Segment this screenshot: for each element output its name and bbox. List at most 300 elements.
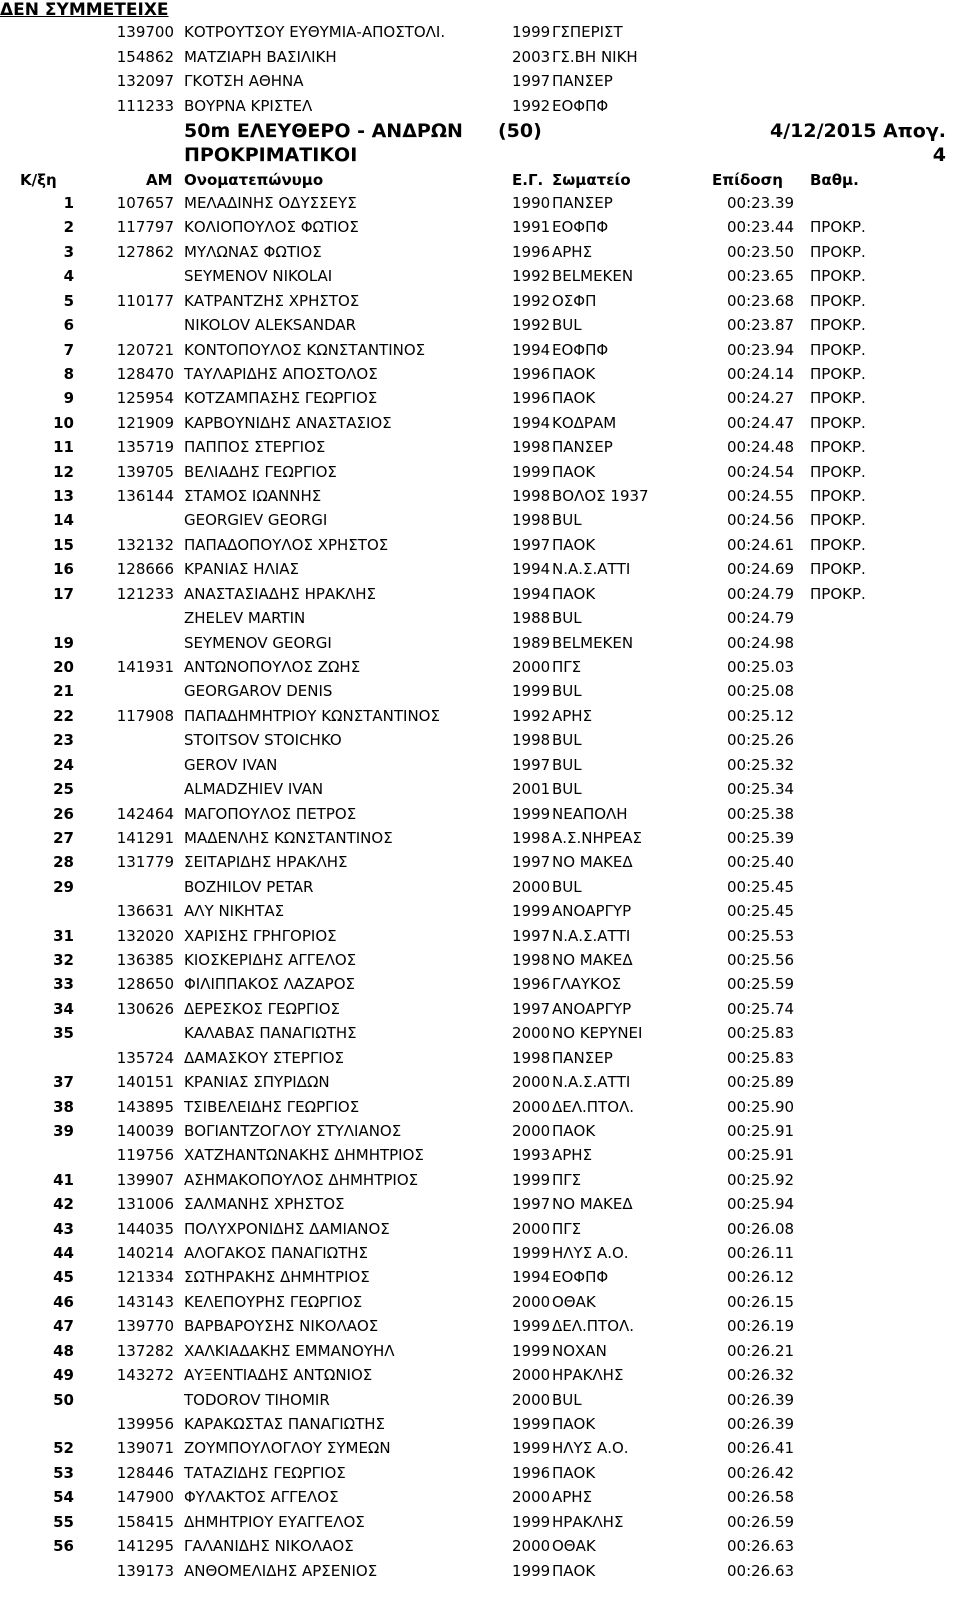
club: ΚΟΔΡΑΜ [552, 413, 617, 432]
col-name: Ονοματεπώνυμο [184, 171, 324, 189]
club: BUL [552, 609, 582, 628]
col-year: Ε.Γ. [512, 171, 544, 189]
am-number: 139700 [116, 23, 174, 41]
am-number: 128650 [116, 975, 174, 994]
athlete-name: ΚΟΝΤΟΠΟΥΛΟΣ ΚΩΝΣΤΑΝΤΙΝΟΣ [184, 340, 426, 359]
birth-year: 1999 [512, 804, 551, 823]
table-row [0, 1021, 960, 1045]
club: ΝΟ ΜΑΚΕΔ [552, 951, 633, 970]
time: 00:26.08 [727, 1219, 795, 1238]
am-number: 111233 [116, 96, 174, 115]
table-row [0, 1168, 960, 1192]
rank: 23 [53, 731, 74, 750]
time: 00:26.11 [727, 1244, 795, 1263]
table-row [0, 191, 960, 215]
time: 00:24.56 [727, 511, 795, 530]
club: BUL [552, 682, 582, 701]
table-row [0, 435, 960, 459]
birth-year: 2000 [512, 1488, 551, 1507]
col-rank: Κ/ξη [20, 171, 57, 189]
previous-row [0, 69, 960, 93]
club: ΔΕΛ.ΠΤΟΛ. [552, 1097, 635, 1116]
club: ΕΟΦΠΦ [552, 218, 609, 237]
club: ΝΟΧΑΝ [552, 1341, 607, 1360]
time: 00:24.54 [727, 462, 795, 481]
club: ΒΟΛΟΣ 1937 [552, 487, 649, 506]
time: 00:25.91 [727, 1146, 795, 1165]
table-row [0, 753, 960, 777]
rank: 5 [63, 291, 74, 310]
athlete-name: ΒΕΛΙΑΔΗΣ ΓΕΩΡΓΙΟΣ [184, 462, 337, 481]
club: ΓΛΑΥΚΟΣ [552, 975, 622, 994]
table-row [0, 728, 960, 752]
qualification: ΠΡΟΚΡ. [810, 413, 866, 432]
club: ΕΟΦΠΦ [552, 1268, 609, 1287]
athlete-name: ΠΟΛΥΧΡΟΝΙΔΗΣ ΔΑΜΙΑΝΟΣ [184, 1219, 390, 1238]
rank: 24 [53, 755, 74, 774]
rank: 13 [53, 487, 74, 506]
birth-year: 2000 [512, 877, 551, 896]
club: ΕΟΦΠΦ [552, 340, 609, 359]
club: ΗΡΑΚΛΗΣ [552, 1366, 624, 1385]
athlete-name: GEORGIEV GEORGI [184, 511, 328, 530]
qualification: ΠΡΟΚΡ. [810, 291, 866, 310]
time: 00:24.55 [727, 487, 795, 506]
athlete-name: ΚΟΤΡΟΥΤΣΟΥ ΕΥΘΥΜΙΑ-ΑΠΟΣΤΟΛΙ. [184, 23, 446, 41]
table-row [0, 875, 960, 899]
am-number: 140151 [116, 1073, 174, 1092]
club: ΗΛΥΣ Α.Ο. [552, 1439, 629, 1458]
athlete-name: SEYMENOV NIKOLAI [184, 267, 333, 286]
birth-year: 1994 [512, 413, 551, 432]
birth-year: 1999 [512, 462, 551, 481]
time: 00:24.79 [727, 609, 795, 628]
table-row [0, 1559, 960, 1583]
rank: 19 [53, 633, 74, 652]
time: 00:25.45 [727, 877, 795, 896]
table-row [0, 1095, 960, 1119]
athlete-name: ΧΑΛΚΙΑΔΑΚΗΣ ΕΜΜΑΝΟΥΗΛ [184, 1341, 395, 1360]
rank: 27 [53, 828, 74, 847]
athlete-name: ΓΚΟΤΣΗ ΑΘΗΝΑ [184, 72, 304, 90]
rank: 39 [53, 1121, 74, 1140]
table-row [0, 679, 960, 703]
time: 00:26.19 [727, 1317, 795, 1336]
time: 00:25.91 [727, 1121, 795, 1140]
athlete-name: ΔΗΜΗΤΡΙΟΥ ΕΥΑΓΓΕΛΟΣ [184, 1512, 365, 1531]
birth-year: 2000 [512, 1292, 551, 1311]
table-row [0, 1265, 960, 1289]
rank: 28 [53, 853, 74, 872]
qualification: ΠΡΟΚΡ. [810, 218, 866, 237]
time: 00:24.98 [727, 633, 795, 652]
club: ΟΘΑΚ [552, 1537, 596, 1556]
table-row [0, 972, 960, 996]
qualification: ΠΡΟΚΡ. [810, 560, 866, 579]
rank: 33 [53, 975, 74, 994]
rank: 48 [53, 1341, 74, 1360]
club: ΠΑΝΣΕΡ [552, 438, 613, 457]
qualification: ΠΡΟΚΡ. [810, 242, 866, 261]
am-number: 139956 [116, 1415, 174, 1433]
table-row [0, 1143, 960, 1167]
am-number: 158415 [116, 1512, 174, 1531]
athlete-name: ΚΙΟΣΚΕΡΙΔΗΣ ΑΓΓΕΛΟΣ [184, 951, 357, 970]
club: ΠΓΣ [552, 1170, 582, 1189]
rank: 25 [53, 780, 74, 799]
table-row [0, 533, 960, 557]
athlete-name: ΚΟΤΖΑΜΠΑΣΗΣ ΓΕΩΡΓΙΟΣ [184, 389, 378, 408]
am-number: 121909 [116, 413, 174, 432]
rank: 34 [53, 999, 74, 1018]
club: ΝΕΑΠΟΛΗ [552, 804, 628, 823]
qualification: ΠΡΟΚΡ. [810, 535, 866, 554]
rank: 26 [53, 804, 74, 823]
table-row [0, 655, 960, 679]
club: BUL [552, 877, 582, 896]
col-am: ΑΜ [146, 171, 173, 189]
athlete-name: ΒΟΓΙΑΝΤΖΟΓΛΟΥ ΣΤΥΛΙΑΝΟΣ [184, 1121, 402, 1140]
table-row [0, 240, 960, 264]
table-row [0, 484, 960, 508]
table-row [0, 850, 960, 874]
birth-year: 1992 [512, 96, 551, 115]
birth-year: 1997 [512, 853, 551, 872]
am-number: 128666 [116, 560, 174, 579]
time: 00:26.59 [727, 1512, 795, 1531]
rank: 45 [53, 1268, 74, 1287]
table-row [0, 924, 960, 948]
table-row [0, 557, 960, 581]
time: 00:26.32 [727, 1366, 795, 1385]
birth-year: 1997 [512, 535, 551, 554]
athlete-name: ΜΑΤΖΙΑΡΗ ΒΑΣΙΛΙΚΗ [184, 47, 337, 66]
rank: 9 [63, 389, 74, 408]
birth-year: 1998 [512, 438, 551, 457]
am-number: 140039 [116, 1121, 174, 1140]
club: ΠΑΝΣΕΡ [552, 194, 613, 212]
athlete-name: ΚΑΡΒΟΥΝΙΔΗΣ ΑΝΑΣΤΑΣΙΟΣ [184, 413, 392, 432]
time: 00:23.87 [727, 316, 795, 335]
time: 00:23.44 [727, 218, 795, 237]
club: ΗΛΥΣ Α.Ο. [552, 1244, 629, 1263]
club: ΠΑΟΚ [552, 1121, 596, 1140]
table-row [0, 508, 960, 532]
am-number: 141291 [116, 828, 174, 847]
birth-year: 2000 [512, 1219, 551, 1238]
time: 00:25.38 [727, 804, 795, 823]
time: 00:25.12 [727, 706, 795, 725]
birth-year: 2000 [512, 1121, 551, 1140]
section-title: ΔΕΝ ΣΥΜΜΕΤΕΙΧΕ [0, 0, 169, 20]
time: 00:24.27 [727, 389, 795, 408]
rank: 11 [53, 438, 74, 457]
athlete-name: ΖΟΥΜΠΟΥΛΟΓΛΟΥ ΣΥΜΕΩΝ [184, 1439, 391, 1458]
athlete-name: ΤΑΥΛΑΡΙΔΗΣ ΑΠΟΣΤΟΛΟΣ [184, 364, 378, 383]
am-number: 127862 [116, 242, 174, 261]
athlete-name: ΜΥΛΩΝΑΣ ΦΩΤΙΟΣ [184, 242, 322, 261]
birth-year: 1999 [512, 1341, 551, 1360]
rank: 50 [53, 1390, 74, 1409]
time: 00:26.12 [727, 1268, 795, 1287]
rank: 14 [53, 511, 74, 530]
athlete-name: NIKOLOV ALEKSANDAR [184, 316, 357, 335]
birth-year: 1994 [512, 584, 551, 603]
birth-year: 2003 [512, 47, 551, 66]
am-number: 143895 [116, 1097, 174, 1116]
table-row [0, 386, 960, 410]
rank: 15 [53, 535, 74, 554]
time: 00:26.58 [727, 1488, 795, 1507]
rank: 22 [53, 706, 74, 725]
previous-row [0, 45, 960, 69]
birth-year: 2000 [512, 1073, 551, 1092]
am-number: 136385 [116, 951, 174, 970]
rank: 2 [63, 218, 74, 237]
time: 00:26.21 [727, 1341, 795, 1360]
birth-year: 1998 [512, 511, 551, 530]
club: ΕΟΦΠΦ [552, 96, 609, 115]
qualification: ΠΡΟΚΡ. [810, 438, 866, 457]
am-number: 131779 [116, 853, 174, 872]
rank: 38 [53, 1097, 74, 1116]
athlete-name: ΜΑΔΕΝΛΗΣ ΚΩΝΣΤΑΝΤΙΝΟΣ [184, 828, 393, 847]
time: 00:25.53 [727, 926, 795, 945]
time: 00:25.03 [727, 657, 795, 676]
athlete-name: ΦΥΛΑΚΤΟΣ ΑΓΓΕΛΟΣ [184, 1488, 339, 1507]
time: 00:23.68 [727, 291, 795, 310]
club: ΑΡΗΣ [552, 706, 593, 725]
time: 00:25.83 [727, 1048, 795, 1067]
athlete-name: ΠΑΠΑΔΟΠΟΥΛΟΣ ΧΡΗΣΤΟΣ [184, 535, 389, 554]
rank: 46 [53, 1292, 74, 1311]
previous-row [0, 20, 960, 44]
table-row [0, 1510, 960, 1534]
time: 00:25.40 [727, 853, 795, 872]
club: ΠΑΝΣΕΡ [552, 1048, 613, 1067]
athlete-name: TODOROV TIHOMIR [184, 1390, 330, 1409]
event-number: 4 [932, 144, 946, 166]
rank: 35 [53, 1024, 74, 1043]
birth-year: 1996 [512, 242, 551, 261]
club: BELMEKEN [552, 633, 634, 652]
athlete-name: ΑΝΤΩΝΟΠΟΥΛΟΣ ΖΩΗΣ [184, 657, 361, 676]
club: ΠΓΣ [552, 657, 582, 676]
club: BUL [552, 1390, 582, 1409]
athlete-name: ΜΑΓΟΠΟΥΛΟΣ ΠΕΤΡΟΣ [184, 804, 357, 823]
birth-year: 2000 [512, 657, 551, 676]
qualification: ΠΡΟΚΡ. [810, 389, 866, 408]
rank: 10 [53, 413, 74, 432]
time: 00:24.48 [727, 438, 795, 457]
table-row [0, 1436, 960, 1460]
athlete-name: ΑΝΘΟΜΕΛΙΔΗΣ ΑΡΣΕΝΙΟΣ [184, 1561, 378, 1580]
table-row [0, 1192, 960, 1216]
athlete-name: ΚΡΑΝΙΑΣ ΗΛΙΑΣ [184, 560, 299, 579]
am-number: 139907 [116, 1170, 174, 1189]
athlete-name: ΜΕΛΑΔΙΝΗΣ ΟΔΥΣΣΕΥΣ [184, 194, 357, 212]
time: 00:25.90 [727, 1097, 795, 1116]
rank: 44 [53, 1244, 74, 1263]
rank: 32 [53, 951, 74, 970]
club: BUL [552, 511, 582, 530]
birth-year: 1997 [512, 1195, 551, 1214]
rank: 56 [53, 1537, 74, 1556]
time: 00:23.65 [727, 267, 795, 286]
rank: 20 [53, 657, 74, 676]
birth-year: 2000 [512, 1537, 551, 1556]
time: 00:26.39 [727, 1390, 795, 1409]
birth-year: 1994 [512, 560, 551, 579]
rank: 37 [53, 1073, 74, 1092]
rank: 29 [53, 877, 74, 896]
table-row [0, 777, 960, 801]
table-row [0, 289, 960, 313]
club: ΠΑΟΚ [552, 462, 596, 481]
table-row [0, 1070, 960, 1094]
am-number: 130626 [116, 999, 174, 1018]
time: 00:23.39 [727, 194, 795, 212]
time: 00:25.34 [727, 780, 795, 799]
time: 00:25.45 [727, 902, 795, 921]
club: Ν.Α.Σ.ΑΤΤΙ [552, 926, 631, 945]
rank: 6 [63, 316, 74, 335]
club: ΝΟ ΚΕΡΥΝΕΙ [552, 1024, 643, 1043]
birth-year: 1992 [512, 291, 551, 310]
time: 00:25.26 [727, 731, 795, 750]
athlete-name: ΒΑΡΒΑΡΟΥΣΗΣ ΝΙΚΟΛΑΟΣ [184, 1317, 379, 1336]
rank: 17 [53, 584, 74, 603]
birth-year: 1998 [512, 828, 551, 847]
athlete-name: ΚΑΛΑΒΑΣ ΠΑΝΑΓΙΩΤΗΣ [184, 1024, 357, 1043]
qualification: ΠΡΟΚΡ. [810, 364, 866, 383]
am-number: 140214 [116, 1244, 174, 1263]
table-row [0, 631, 960, 655]
birth-year: 1998 [512, 731, 551, 750]
club: ΓΣ.ΒΗ ΝΙΚΗ [552, 47, 638, 66]
table-row [0, 1363, 960, 1387]
rank: 1 [63, 194, 74, 212]
am-number: 147900 [116, 1488, 174, 1507]
birth-year: 1997 [512, 72, 551, 90]
birth-year: 1999 [512, 1415, 551, 1433]
club: ΑΡΗΣ [552, 1146, 593, 1165]
birth-year: 1988 [512, 609, 551, 628]
athlete-name: ΚΟΛΙΟΠΟΥΛΟΣ ΦΩΤΙΟΣ [184, 218, 359, 237]
birth-year: 1992 [512, 706, 551, 725]
athlete-name: SEYMENOV GEORGI [184, 633, 332, 652]
club: ΟΘΑΚ [552, 1292, 596, 1311]
club: ΓΣΠΕΡΙΣΤ [552, 23, 623, 41]
birth-year: 1990 [512, 194, 551, 212]
birth-year: 1991 [512, 218, 551, 237]
club: ΔΕΛ.ΠΤΟΛ. [552, 1317, 635, 1336]
table-row [0, 215, 960, 239]
athlete-name: GEORGAROV DENIS [184, 682, 333, 701]
table-row [0, 802, 960, 826]
time: 00:26.15 [727, 1292, 795, 1311]
am-number: 107657 [116, 194, 174, 212]
am-number: 139173 [116, 1561, 174, 1580]
birth-year: 1998 [512, 487, 551, 506]
am-number: 136144 [116, 487, 174, 506]
club: ΠΑΟΚ [552, 389, 596, 408]
qualification: ΠΡΟΚΡ. [810, 487, 866, 506]
club: ΗΡΑΚΛΗΣ [552, 1512, 624, 1531]
birth-year: 1989 [512, 633, 551, 652]
table-row [0, 1217, 960, 1241]
birth-year: 1997 [512, 999, 551, 1018]
club: BUL [552, 316, 582, 335]
table-row [0, 1241, 960, 1265]
previous-row [0, 94, 960, 118]
am-number: 141931 [116, 657, 174, 676]
am-number: 132132 [116, 535, 174, 554]
rank: 3 [63, 242, 74, 261]
table-row [0, 1485, 960, 1509]
time: 00:25.32 [727, 755, 795, 774]
athlete-name: ΑΛΟΓΑΚΟΣ ΠΑΝΑΓΙΩΤΗΣ [184, 1244, 369, 1263]
club: ΠΑΟΚ [552, 1463, 596, 1482]
time: 00:23.50 [727, 242, 795, 261]
time: 00:25.56 [727, 951, 795, 970]
table-row [0, 1119, 960, 1143]
am-number: 136631 [116, 902, 174, 921]
qualification: ΠΡΟΚΡ. [810, 462, 866, 481]
am-number: 120721 [116, 340, 174, 359]
club: ΠΑΟΚ [552, 584, 596, 603]
round-title: ΠΡΟΚΡΙΜΑΤΙΚΟΙ [184, 144, 358, 166]
col-grade: Βαθμ. [810, 171, 859, 189]
qualification: ΠΡΟΚΡ. [810, 316, 866, 335]
time: 00:23.94 [727, 340, 795, 359]
time: 00:24.69 [727, 560, 795, 579]
athlete-name: ΣΤΑΜΟΣ ΙΩΑΝΝΗΣ [184, 487, 322, 506]
table-row [0, 899, 960, 923]
birth-year: 1999 [512, 1317, 551, 1336]
qualification: ΠΡΟΚΡ. [810, 267, 866, 286]
event-name: 50m ΕΛΕΥΘΕΡΟ - ΑΝΔΡΩΝ [184, 120, 463, 142]
athlete-name: ΧΑΡΙΣΗΣ ΓΡΗΓΟΡΙΟΣ [184, 926, 337, 945]
athlete-name: ΦΙΛΙΠΠΑΚΟΣ ΛΑΖΑΡΟΣ [184, 975, 356, 994]
club: ΠΑΝΣΕΡ [552, 72, 613, 90]
am-number: 119756 [116, 1146, 174, 1165]
birth-year: 1992 [512, 267, 551, 286]
am-number: 135719 [116, 438, 174, 457]
table-row [0, 411, 960, 435]
club: ΝΟ ΜΑΚΕΔ [552, 853, 633, 872]
birth-year: 1996 [512, 1463, 551, 1482]
rank: 31 [53, 926, 74, 945]
athlete-name: ΚΑΡΑΚΩΣΤΑΣ ΠΑΝΑΓΙΩΤΗΣ [184, 1415, 386, 1433]
time: 00:24.14 [727, 364, 795, 383]
athlete-name: STOITSOV STOICHKO [184, 731, 342, 750]
club: ΑΡΗΣ [552, 1488, 593, 1507]
club: BUL [552, 755, 582, 774]
time: 00:26.63 [727, 1537, 795, 1556]
time: 00:25.89 [727, 1073, 795, 1092]
am-number: 125954 [116, 389, 174, 408]
table-row [0, 1314, 960, 1338]
athlete-name: ΤΣΙΒΕΛΕΙΔΗΣ ΓΕΩΡΓΙΟΣ [184, 1097, 360, 1116]
am-number: 135724 [116, 1048, 174, 1067]
table-row [0, 606, 960, 630]
athlete-name: GEROV IVAN [184, 755, 278, 774]
birth-year: 1998 [512, 951, 551, 970]
athlete-name: ΒΟΥΡΝΑ ΚΡΙΣΤΕΛ [184, 96, 313, 115]
birth-year: 2000 [512, 1366, 551, 1385]
club: BUL [552, 731, 582, 750]
